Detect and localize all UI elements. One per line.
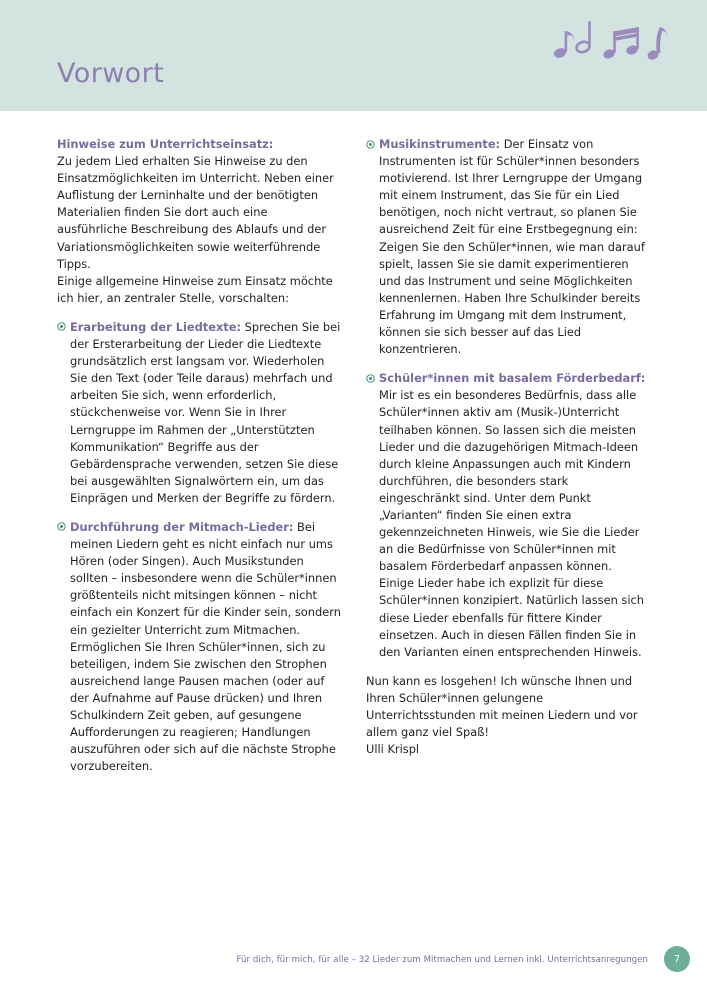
bullet-paragraph bbox=[379, 136, 650, 358]
circle-dot-icon bbox=[57, 322, 66, 331]
intro-heading: Hinweise zum Unterrichtseinsatz: bbox=[57, 137, 274, 151]
bullet-body: Sprechen Sie bei der Ersterarbeitung der Lieder die Liedtexte grundsätzlich erst langsam vor. Wiederholen Sie den Text (oder Teile daraus) mehrfach und arbeiten Sie sich, wenn erforderlich, stückchenweise vor. Wenn Sie in Ihrer Lerngruppe im Rahmen der „Unterstützten Kommunikation“ Begriffe aus der Gebärdensprache verwenden, setzen Sie diese bei ausgewählten Signalwörtern ein, um das Einprägen und Merken der Begriffe zu fördern. bbox=[70, 319, 341, 505]
bullet-heading: Erarbeitung der Liedtexte: bbox=[70, 319, 242, 334]
bullet-body: Der Einsatz von Instrumenten ist für Schüler*innen besonders motivierend. Ist Ihrer Lerngruppe der Umgang mit einem Instrument, das Sie für ein Lied benötigen, noch nicht vertraut, so planen Sie ausreichend Zeit für eine Erstbegegnung ein: Zeigen Sie den Schüler*innen, wie man darauf spielt, lassen Sie sie damit experimentieren und das Instrument und seine Möglichkeiten kennenlernen. Haben Ihre Schulkinder bereits Erfahrung im Umgang mit dem Instrument, können sie sich besser auf das Lied konzentrieren. bbox=[379, 137, 645, 357]
bullet-paragraph bbox=[70, 519, 341, 775]
intro-paragraph-2: Einige allgemeine Hinweise zum Einsatz möchte ich hier, an zentraler Stelle, vorschalten: bbox=[57, 273, 333, 305]
circle-dot-icon bbox=[366, 374, 375, 383]
bullet-erarbeitung-der-liedtexte bbox=[57, 319, 341, 507]
bullet-schueler-innen-mit-basalem-foerderbedarf bbox=[366, 370, 650, 661]
article-body bbox=[0, 111, 707, 941]
bullet-heading: Musikinstrumente: bbox=[379, 137, 501, 151]
bullet-body: Bei meinen Liedern geht es nicht einfach nur ums Hören (oder Singen). Auch Musikstunden sollten – insbesondere wenn die Schüler*innen größtenteils nicht mitsingen können – nicht einfach ein Konzert für die Kinder sein, sondern ein gezielter Unterricht zum Mitmachen. Ermöglichen Sie Ihren Schüler*innen, sich zu beteiligen, indem Sie zwischen den Strophen ausreichend lange Pausen machen (oder auf der Aufnahme auf Pause drücken) und Ihren Schulkindern Zeit geben, auf gesungene Aufforderungen zu reagieren; Handlungen auszuführen oder sich auf die nächste Strophe vorzubereiten. bbox=[70, 519, 341, 774]
intro-paragraph-1 bbox=[57, 136, 341, 273]
page-number-badge: 7 bbox=[664, 946, 690, 972]
circle-dot-icon bbox=[366, 140, 375, 149]
circle-dot-icon bbox=[57, 522, 66, 531]
bullet-musikinstrumente bbox=[366, 136, 650, 358]
author-signature: Ulli Krispl bbox=[366, 742, 420, 757]
bullet-body: Mir ist es ein besonderes Bedürfnis, dass alle Schüler*innen aktiv am (Musik-)Unterricht teilhaben können. So lassen sich die meisten Lieder und die dazugehörigen Mitmach-Ideen durch kleine Anpassungen auch mit Kindern durchführen, die besonders stark eingeschränkt sind. Unter dem Punkt „Varianten“ finden Sie einen extra gekennzeichneten Hinweis, wie Sie die Lieder an die Bedürfnisse von Schüler*innen mit basalem Förderbedarf anpassen können. Einige Lieder habe ich explizit für diese Schüler*innen konzipiert. Natürlich lassen sich diese Lieder ebenfalls für fittere Kinder einsetzen. Auch in diesen Fällen finden Sie in den Varianten einen entsprechenden Hinweis. bbox=[379, 388, 644, 659]
music-notes-icon bbox=[552, 13, 672, 65]
closing-paragraph: Nun kann es losgehen! Ich wünsche Ihnen und Ihren Schüler*innen gelungene Unterrichtsstunden mit meinen Liedern und vor allem ganz viel Spaß! bbox=[366, 673, 638, 740]
bullet-durchfuehrung-der-mitmach-lieder bbox=[57, 519, 341, 775]
page-footer bbox=[0, 942, 707, 1000]
left-column bbox=[57, 136, 341, 787]
bullet-paragraph bbox=[379, 370, 650, 661]
right-column bbox=[366, 136, 650, 758]
bullet-heading: Schüler*innen mit basalem Förderbedarf: bbox=[379, 371, 646, 386]
intro-body-1: Zu jedem Lied erhalten Sie Hinweise zu den Einsatzmöglichkeiten im Unterricht. Neben einer Auflistung der Lerninhalte und der benötigten Materialien finden Sie dort auch eine ausführliche Beschreibung des Ablaufs und der Variationsmöglichkeiten sowie weiterführende Tipps. bbox=[57, 154, 334, 271]
bullet-heading: Durchführung der Mitmach-Lieder: bbox=[70, 519, 294, 534]
intro-block bbox=[57, 136, 341, 307]
bullet-paragraph bbox=[70, 319, 341, 507]
page-title: Vorwort bbox=[57, 58, 165, 89]
page-header-band bbox=[0, 0, 707, 111]
footer-title: Für dich, für mich, für alle – 32 Lieder zum Mitmachen und Lernen inkl. Unterrichtsanregungen bbox=[236, 955, 648, 965]
